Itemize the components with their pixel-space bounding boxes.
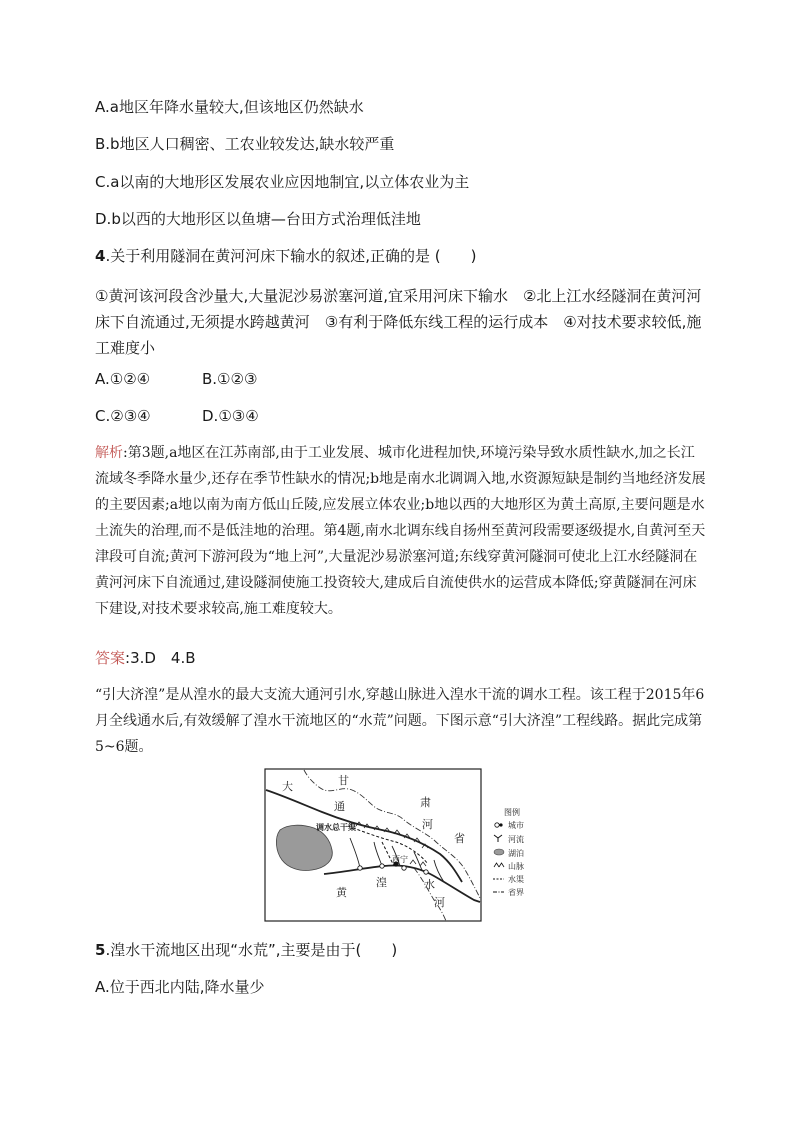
legend-city-dot-icon <box>499 823 502 826</box>
answer-label: 答案 <box>95 649 126 667</box>
q4-stem <box>95 243 705 269</box>
q4-options-row2 <box>95 403 705 429</box>
q4-option-c: C.②③④ <box>95 407 151 425</box>
intro-paragraph: “引大济湟”是从湟水的最大支流大通河引水,穿越山脉进入湟水干流的调水工程。该工程于2015年6月全线通水后,有效缓解了湟水干流地区的“水荒”问题。下图示意“引大济湟”工程线路。据此完成第5~6题。 <box>95 687 705 755</box>
label-xining: 西宁 <box>392 855 408 864</box>
label-tong: 通 <box>334 800 345 813</box>
answer-line <box>95 645 705 671</box>
q5-stem <box>95 937 705 963</box>
legend-lake: 湖泊 <box>508 849 524 858</box>
q4-number: 4 <box>95 247 106 265</box>
analysis-paragraph <box>95 440 707 622</box>
q3-option-b: B.b地区人口稠密、工农业较发达,缺水较严重 <box>95 135 395 153</box>
q4-statements: ①黄河该河段含沙量大,大量泥沙易淤塞河道,宜采用河床下输水 ②北上江水经隧洞在黄河河床下自流通过,无须提水跨越黄河 ③有利于降低东线工程的运行成本 ④对技术要求较低,施工难度小 <box>95 287 702 357</box>
route-map <box>264 768 534 922</box>
label-he-top: 河 <box>422 818 433 831</box>
q5-option-a: A.位于西北内陆,降水量少 <box>95 978 265 996</box>
legend-city-icon <box>495 823 499 827</box>
legend-mountain-icon <box>494 863 504 867</box>
map-legend <box>493 807 524 897</box>
label-da: 大 <box>282 780 293 793</box>
q4-stem-text: .关于利用隧洞在黄河河床下输水的叙述,正确的是 ( ) <box>105 247 477 265</box>
q3-option-a: A.a地区年降水量较大,但该地区仍然缺水 <box>95 98 364 116</box>
legend-boundary: 省界 <box>508 888 524 897</box>
analysis-label: 解析 <box>95 445 123 461</box>
q4-option-b: B.①②③ <box>202 370 258 388</box>
analysis-text: :第3题,a地区在江苏南部,由于工业发展、城市化进程加快,环境污染导致水质性缺水,加之长江流域冬季降水量少,还存在季节性缺水的情况;b地是南水北调调入地,水资源短缺是制约当地经济发展的主要因素;a地以南为南方低山丘陵,应发展立体农业;b地以西的大地形区为黄土高原,主要问题是水土流失的治理,而不是低洼地的治理。第4题,南水北调东线自扬州至黄河段需要逐级提水,自黄河至天津段可自流;黄河下游河段为“地上河”,大量泥沙易淤塞河道;东线穿黄河隧洞可使北上江水经隧洞在黄河河床下自流通过,建设隧洞使施工投资较大,建成后自流使供水的运营成本降低;穿黄隧洞在河床下建设,对技术要求较高,施工难度较大。 <box>95 445 706 617</box>
label-he-bottom: 河 <box>434 896 445 909</box>
q3-option-d: D.b以西的大地形区以鱼塘—台田方式治理低洼地 <box>95 210 421 228</box>
q5-number: 5 <box>95 941 106 959</box>
legend-lake-icon <box>494 849 504 855</box>
label-shui: 水 <box>424 878 435 891</box>
legend-river-icon <box>494 835 502 842</box>
q4-options-row1 <box>95 366 705 392</box>
label-huang2: 湟 <box>376 876 387 889</box>
answer-text: :3.D 4.B <box>125 649 196 667</box>
q3-option-c: C.a以南的大地形区发展农业应因地制宜,以立体农业为主 <box>95 173 470 191</box>
label-canal: 调水总干渠 <box>316 823 356 832</box>
legend-canal: 水渠 <box>508 875 524 884</box>
q4-option-a: A.①②④ <box>95 370 151 388</box>
legend-mountain: 山脉 <box>508 862 524 871</box>
label-huang: 黄 <box>336 886 347 899</box>
legend-river: 河流 <box>508 835 524 844</box>
label-gan: 甘 <box>338 774 349 787</box>
label-su: 肃 <box>420 796 431 809</box>
legend-title: 图例 <box>504 808 520 817</box>
route-map-svg <box>264 768 534 922</box>
label-sheng: 省 <box>454 832 465 845</box>
q4-option-d: D.①③④ <box>202 407 259 425</box>
q5-stem-text: .湟水干流地区出现“水荒”,主要是由于( ) <box>105 941 398 959</box>
legend-city: 城市 <box>508 821 524 830</box>
